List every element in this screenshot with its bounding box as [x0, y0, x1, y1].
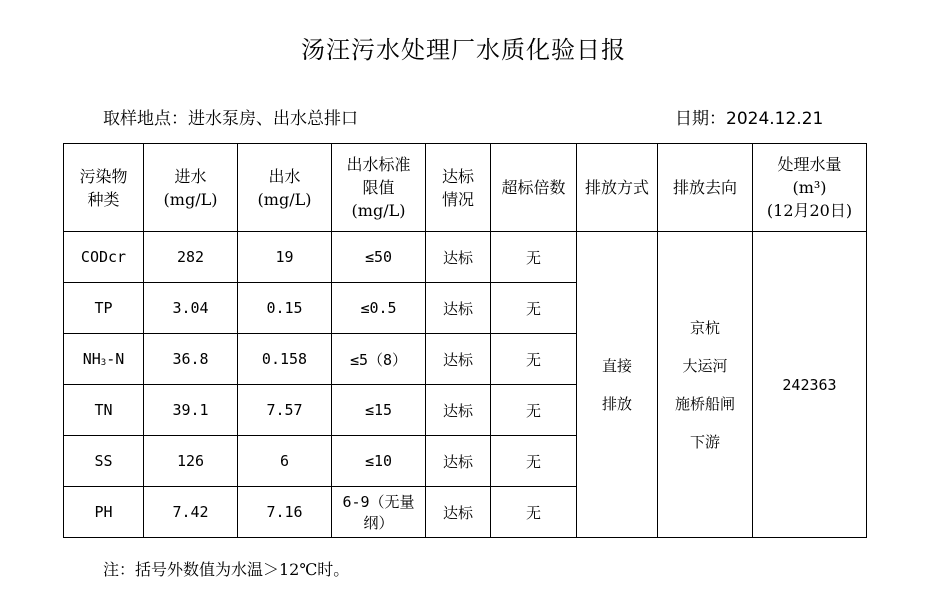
influent-value: 39.1	[144, 385, 238, 436]
limit-value: ≤5（8）	[332, 334, 426, 385]
effluent-value: 0.15	[238, 283, 332, 334]
treated-volume: 242363	[753, 232, 867, 538]
header-pollutant: 污染物 种类	[64, 144, 144, 232]
influent-value: 7.42	[144, 487, 238, 538]
limit-value: ≤0.5	[332, 283, 426, 334]
header-volume: 处理水量 (m³) (12月20日)	[753, 144, 867, 232]
header-effluent: 出水 (mg/L)	[238, 144, 332, 232]
limit-value: ≤50	[332, 232, 426, 283]
header-exceed: 超标倍数	[491, 144, 577, 232]
limit-value: ≤10	[332, 436, 426, 487]
effluent-value: 7.16	[238, 487, 332, 538]
compliance-value: 达标	[426, 334, 491, 385]
pollutant-name: CODcr	[64, 232, 144, 283]
influent-value: 282	[144, 232, 238, 283]
effluent-value: 6	[238, 436, 332, 487]
compliance-value: 达标	[426, 487, 491, 538]
discharge-method-cell: 直接 排放	[577, 232, 658, 538]
compliance-value: 达标	[426, 283, 491, 334]
pollutant-name: TN	[64, 385, 144, 436]
header-limit: 出水标准 限值 (mg/L)	[332, 144, 426, 232]
header-influent: 进水 (mg/L)	[144, 144, 238, 232]
sampling-location: 取样地点：进水泵房、出水总排口	[103, 109, 358, 129]
report-date: 日期：2024.12.21	[675, 109, 824, 129]
exceed-value: 无	[491, 232, 577, 283]
header-row	[64, 144, 867, 232]
header-discharge-method: 排放方式	[577, 144, 658, 232]
compliance-value: 达标	[426, 436, 491, 487]
exceed-value: 无	[491, 487, 577, 538]
effluent-value: 7.57	[238, 385, 332, 436]
discharge-destination-cell: 京杭 大运河 施桥船闸 下游	[658, 232, 753, 538]
pollutant-name: TP	[64, 283, 144, 334]
pollutant-name: $NH_3-N$	[64, 334, 144, 385]
table-row	[64, 232, 867, 283]
header-discharge-destination: 排放去向	[658, 144, 753, 232]
pollutant-name: SS	[64, 436, 144, 487]
influent-value: 126	[144, 436, 238, 487]
limit-value: 6-9（无量纲）	[332, 487, 426, 538]
exceed-value: 无	[491, 283, 577, 334]
compliance-value: 达标	[426, 232, 491, 283]
influent-value: 36.8	[144, 334, 238, 385]
exceed-value: 无	[491, 436, 577, 487]
footnote: 注：括号外数值为水温＞12℃时。	[103, 560, 350, 579]
compliance-value: 达标	[426, 385, 491, 436]
exceed-value: 无	[491, 334, 577, 385]
effluent-value: 19	[238, 232, 332, 283]
water-quality-table	[63, 143, 867, 538]
exceed-value: 无	[491, 385, 577, 436]
limit-value: ≤15	[332, 385, 426, 436]
effluent-value: 0.158	[238, 334, 332, 385]
report-title: 汤汪污水处理厂水质化验日报	[301, 36, 626, 64]
influent-value: 3.04	[144, 283, 238, 334]
header-compliance: 达标 情况	[426, 144, 491, 232]
pollutant-name: PH	[64, 487, 144, 538]
